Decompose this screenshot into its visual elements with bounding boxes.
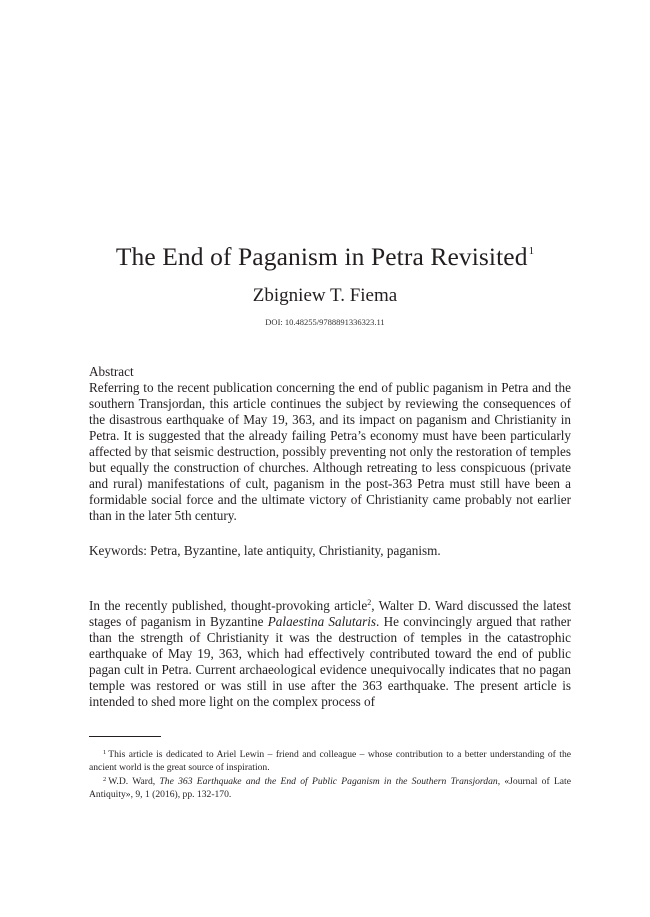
footnote-2-title: The 363 Earthquake and the End of Public Paganism in the Southern Transjordan — [159, 776, 498, 787]
footnote-2-post: , «Journal of Late Antiquity», 9, 1 (2016), pp. 132-170. — [89, 776, 571, 800]
footnote-2-number: 2 — [103, 776, 107, 783]
intro-text-2: , Walter D. Ward discussed the latest stages of paganism in Byzantine — [89, 598, 571, 629]
article-title — [0, 236, 650, 272]
intro-italic-term: Palaestina Salutaris — [267, 614, 377, 629]
intro-text-1: In the recently published, thought-provoking article — [89, 598, 368, 613]
doi-line[interactable]: DOI: 10.48255/9788891336323.11 — [265, 317, 385, 327]
keywords-line: Keywords: Petra, Byzantine, late antiquity, Christianity, paganism. — [89, 543, 441, 558]
footnote-1-number: 1 — [103, 749, 107, 756]
author-name: Zbigniew T. Fiema — [252, 285, 398, 306]
title-footnote-marker[interactable]: 1 — [528, 245, 535, 257]
footnote-separator — [89, 736, 161, 737]
footnote-marker-2[interactable]: 2 — [367, 598, 372, 607]
footnotes — [89, 747, 571, 801]
intro-text-3: . He convincingly argued that rather than the strength of Christianity it was the destruction of temples in the catastrophic earthquake of May 19, 363, which had effectively contributed toward the end of public pagan cult in Petra. Current archaeological evidence unequivocally indicates that no pagan temple was restored or was still in use after the 363 earthquake. The present article is intended to shed more light on the complex process of — [89, 614, 571, 709]
footnote-2-pre: W.D. Ward, — [108, 776, 160, 787]
intro-paragraph — [89, 595, 571, 710]
abstract-body: Referring to the recent publication concerning the end of public paganism in Petra and the southern Transjordan, this article continues the subject by reviewing the consequences of the disastrous earthquake of May 19, 363, and its impact on paganism and Christianity in Petra. It is suggested that the already failing Petra’s economy must have been particularly affected by that seismic destruction, possibly preventing not only the restoration of temples but equally the construction of churches. Although retreating to less conspicuous (private and rural) manifestations of cult, paganism in the post-363 Petra must still have been a formidable social force and the ultimate victory of Christianity came probably not earlier than in the later 5th century. — [89, 380, 571, 523]
footnote-1 — [89, 747, 571, 774]
footnote-2 — [89, 774, 571, 801]
footnote-1-text: This article is dedicated to Ariel Lewin – friend and colleague – whose contribution to a better understanding of the ancient world is the great source of inspiration. — [89, 749, 571, 773]
article-title-text: The End of Paganism in Petra Revisited — [115, 242, 528, 271]
abstract-heading: Abstract — [89, 364, 134, 379]
